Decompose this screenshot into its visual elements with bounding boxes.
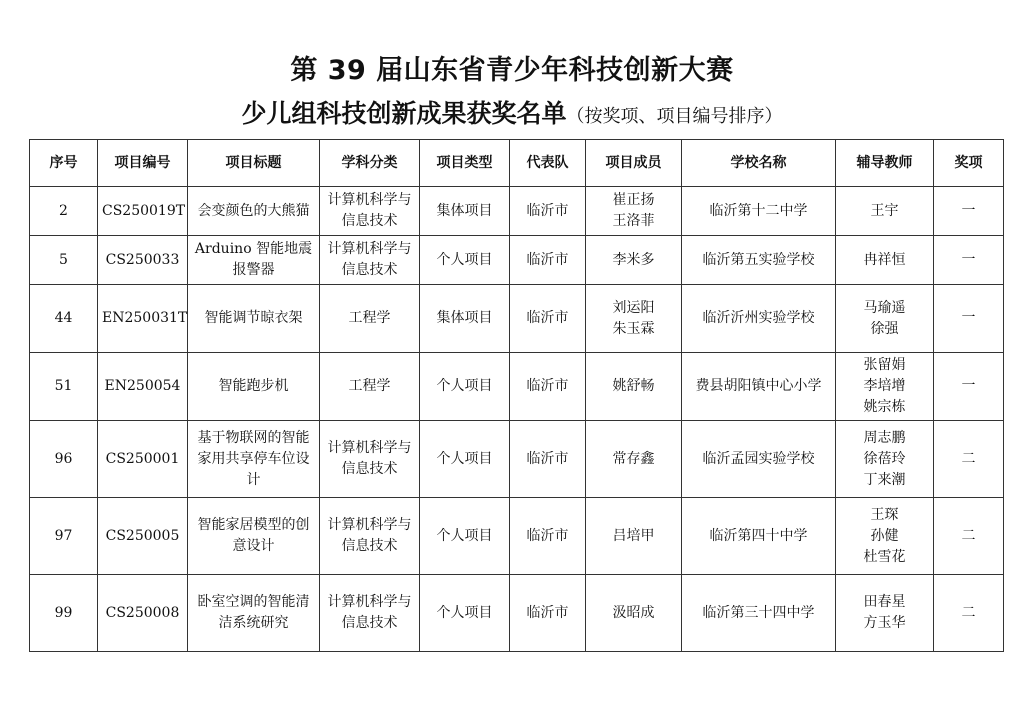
table-cell [836,498,934,575]
table-cell: 吕培甲 [586,498,682,575]
header-cell: 奖项 [934,140,1004,187]
table-cell: 卧室空调的智能清洁系统研究 [188,575,320,652]
table-cell: 临沂第十二中学 [682,187,836,236]
table-row [30,353,1004,421]
table-cell: 临沂市 [510,575,586,652]
table-cell: EN250031T [98,285,188,353]
table-row [30,421,1004,498]
cell-line: 李培增 [863,378,906,394]
table-cell: 计算机科学与信息技术 [320,187,420,236]
cell-line: 马瑜遥 [863,299,906,316]
table-cell [586,187,682,236]
table-cell: 2 [30,187,98,236]
table-cell: 二 [934,421,1004,498]
cell-line: 徐蓓玲 [863,450,906,467]
table-cell: 会变颜色的大熊猫 [188,187,320,236]
cell-line: 田春星 [863,594,906,610]
table-cell: 一 [934,285,1004,353]
table-cell: 临沂市 [510,421,586,498]
cell-line: 杜雪花 [863,548,906,565]
header-cell: 学科分类 [320,140,420,187]
table-cell: 集体项目 [420,187,510,236]
table-cell: 计算机科学与信息技术 [320,575,420,652]
header-cell: 项目标题 [188,140,320,187]
table-cell: 王宇 [836,187,934,236]
table-cell: 基于物联网的智能家用共享停车位设计 [188,421,320,498]
cell-line: 姚宗栋 [863,399,906,415]
header-cell: 项目类型 [420,140,510,187]
cell-line: 孙健 [870,527,899,544]
cell-line: 崔正扬 [612,192,655,208]
table-cell: Arduino 智能地震报警器 [188,236,320,285]
table-cell: 工程学 [320,353,420,421]
header-cell: 项目成员 [586,140,682,187]
table-cell: 智能调节晾衣架 [188,285,320,353]
cell-line: 王洛菲 [612,213,655,229]
table-cell: CS250008 [98,575,188,652]
table-cell: 计算机科学与信息技术 [320,421,420,498]
table-cell: 5 [30,236,98,285]
table-cell: 个人项目 [420,353,510,421]
table-cell: 99 [30,575,98,652]
table-cell: 个人项目 [420,236,510,285]
table-cell: 智能家居模型的创意设计 [188,498,320,575]
table-cell: 临沂第五实验学校 [682,236,836,285]
header-cell: 项目编号 [98,140,188,187]
table-cell: 费县胡阳镇中心小学 [682,353,836,421]
table-cell: 临沂市 [510,187,586,236]
table-cell: 计算机科学与信息技术 [320,498,420,575]
table-cell: 51 [30,353,98,421]
table-cell: 临沂第三十四中学 [682,575,836,652]
cell-line: 王琛 [870,506,899,523]
table-cell [836,421,934,498]
cell-line: 方玉华 [863,615,906,631]
table-cell: 汲昭成 [586,575,682,652]
table-cell: 姚舒畅 [586,353,682,421]
table-cell: 工程学 [320,285,420,353]
cell-line: 周志鹏 [863,429,906,446]
header-cell: 序号 [30,140,98,187]
cell-line: 丁来潮 [863,471,906,488]
table-cell: 44 [30,285,98,353]
cell-line: 张留娟 [863,357,906,373]
table-cell: 计算机科学与信息技术 [320,236,420,285]
table-row [30,285,1004,353]
table-cell: 常存鑫 [586,421,682,498]
header-cell: 代表队 [510,140,586,187]
table-cell: 一 [934,187,1004,236]
table-cell: 临沂市 [510,285,586,353]
award-table [29,139,1004,652]
table-cell: 个人项目 [420,421,510,498]
table-cell: CS250005 [98,498,188,575]
cell-line: 刘运阳 [612,299,655,316]
table-cell: 临沂市 [510,236,586,285]
subtitle-suffix: （按奖项、项目编号排序） [566,106,783,127]
table-row [30,236,1004,285]
table-cell: CS250033 [98,236,188,285]
document-title: 第 39 届山东省青少年科技创新大赛 [290,55,734,86]
table-cell: 智能跑步机 [188,353,320,421]
table-cell: 个人项目 [420,498,510,575]
table-cell: 李米多 [586,236,682,285]
table-cell: 集体项目 [420,285,510,353]
cell-line: 徐强 [870,320,899,337]
table-cell: 临沂市 [510,353,586,421]
table-cell [836,353,934,421]
table-header-row [30,140,1004,187]
table-cell: CS250001 [98,421,188,498]
subtitle-main: 少儿组科技创新成果获奖名单 [241,99,567,128]
header-cell: 学校名称 [682,140,836,187]
table-cell: 二 [934,575,1004,652]
table-cell: 一 [934,236,1004,285]
table-row [30,498,1004,575]
table-cell: 临沂市 [510,498,586,575]
header-cell: 辅导教师 [836,140,934,187]
table-cell: 96 [30,421,98,498]
table-row [30,575,1004,652]
table-cell: EN250054 [98,353,188,421]
table-cell [836,285,934,353]
table-cell: 个人项目 [420,575,510,652]
table-cell [836,575,934,652]
table-body [30,187,1004,652]
table-cell: 临沂第四十中学 [682,498,836,575]
table-cell: 二 [934,498,1004,575]
table-cell: 冉祥恒 [836,236,934,285]
table-cell: 临沂沂州实验学校 [682,285,836,353]
table-row [30,187,1004,236]
table-cell: 临沂孟园实验学校 [682,421,836,498]
table-cell: CS250019T [98,187,188,236]
table-cell: 97 [30,498,98,575]
document-subtitle [0,94,1024,130]
table-cell [586,285,682,353]
cell-line: 朱玉霖 [612,320,655,337]
table-cell: 一 [934,353,1004,421]
